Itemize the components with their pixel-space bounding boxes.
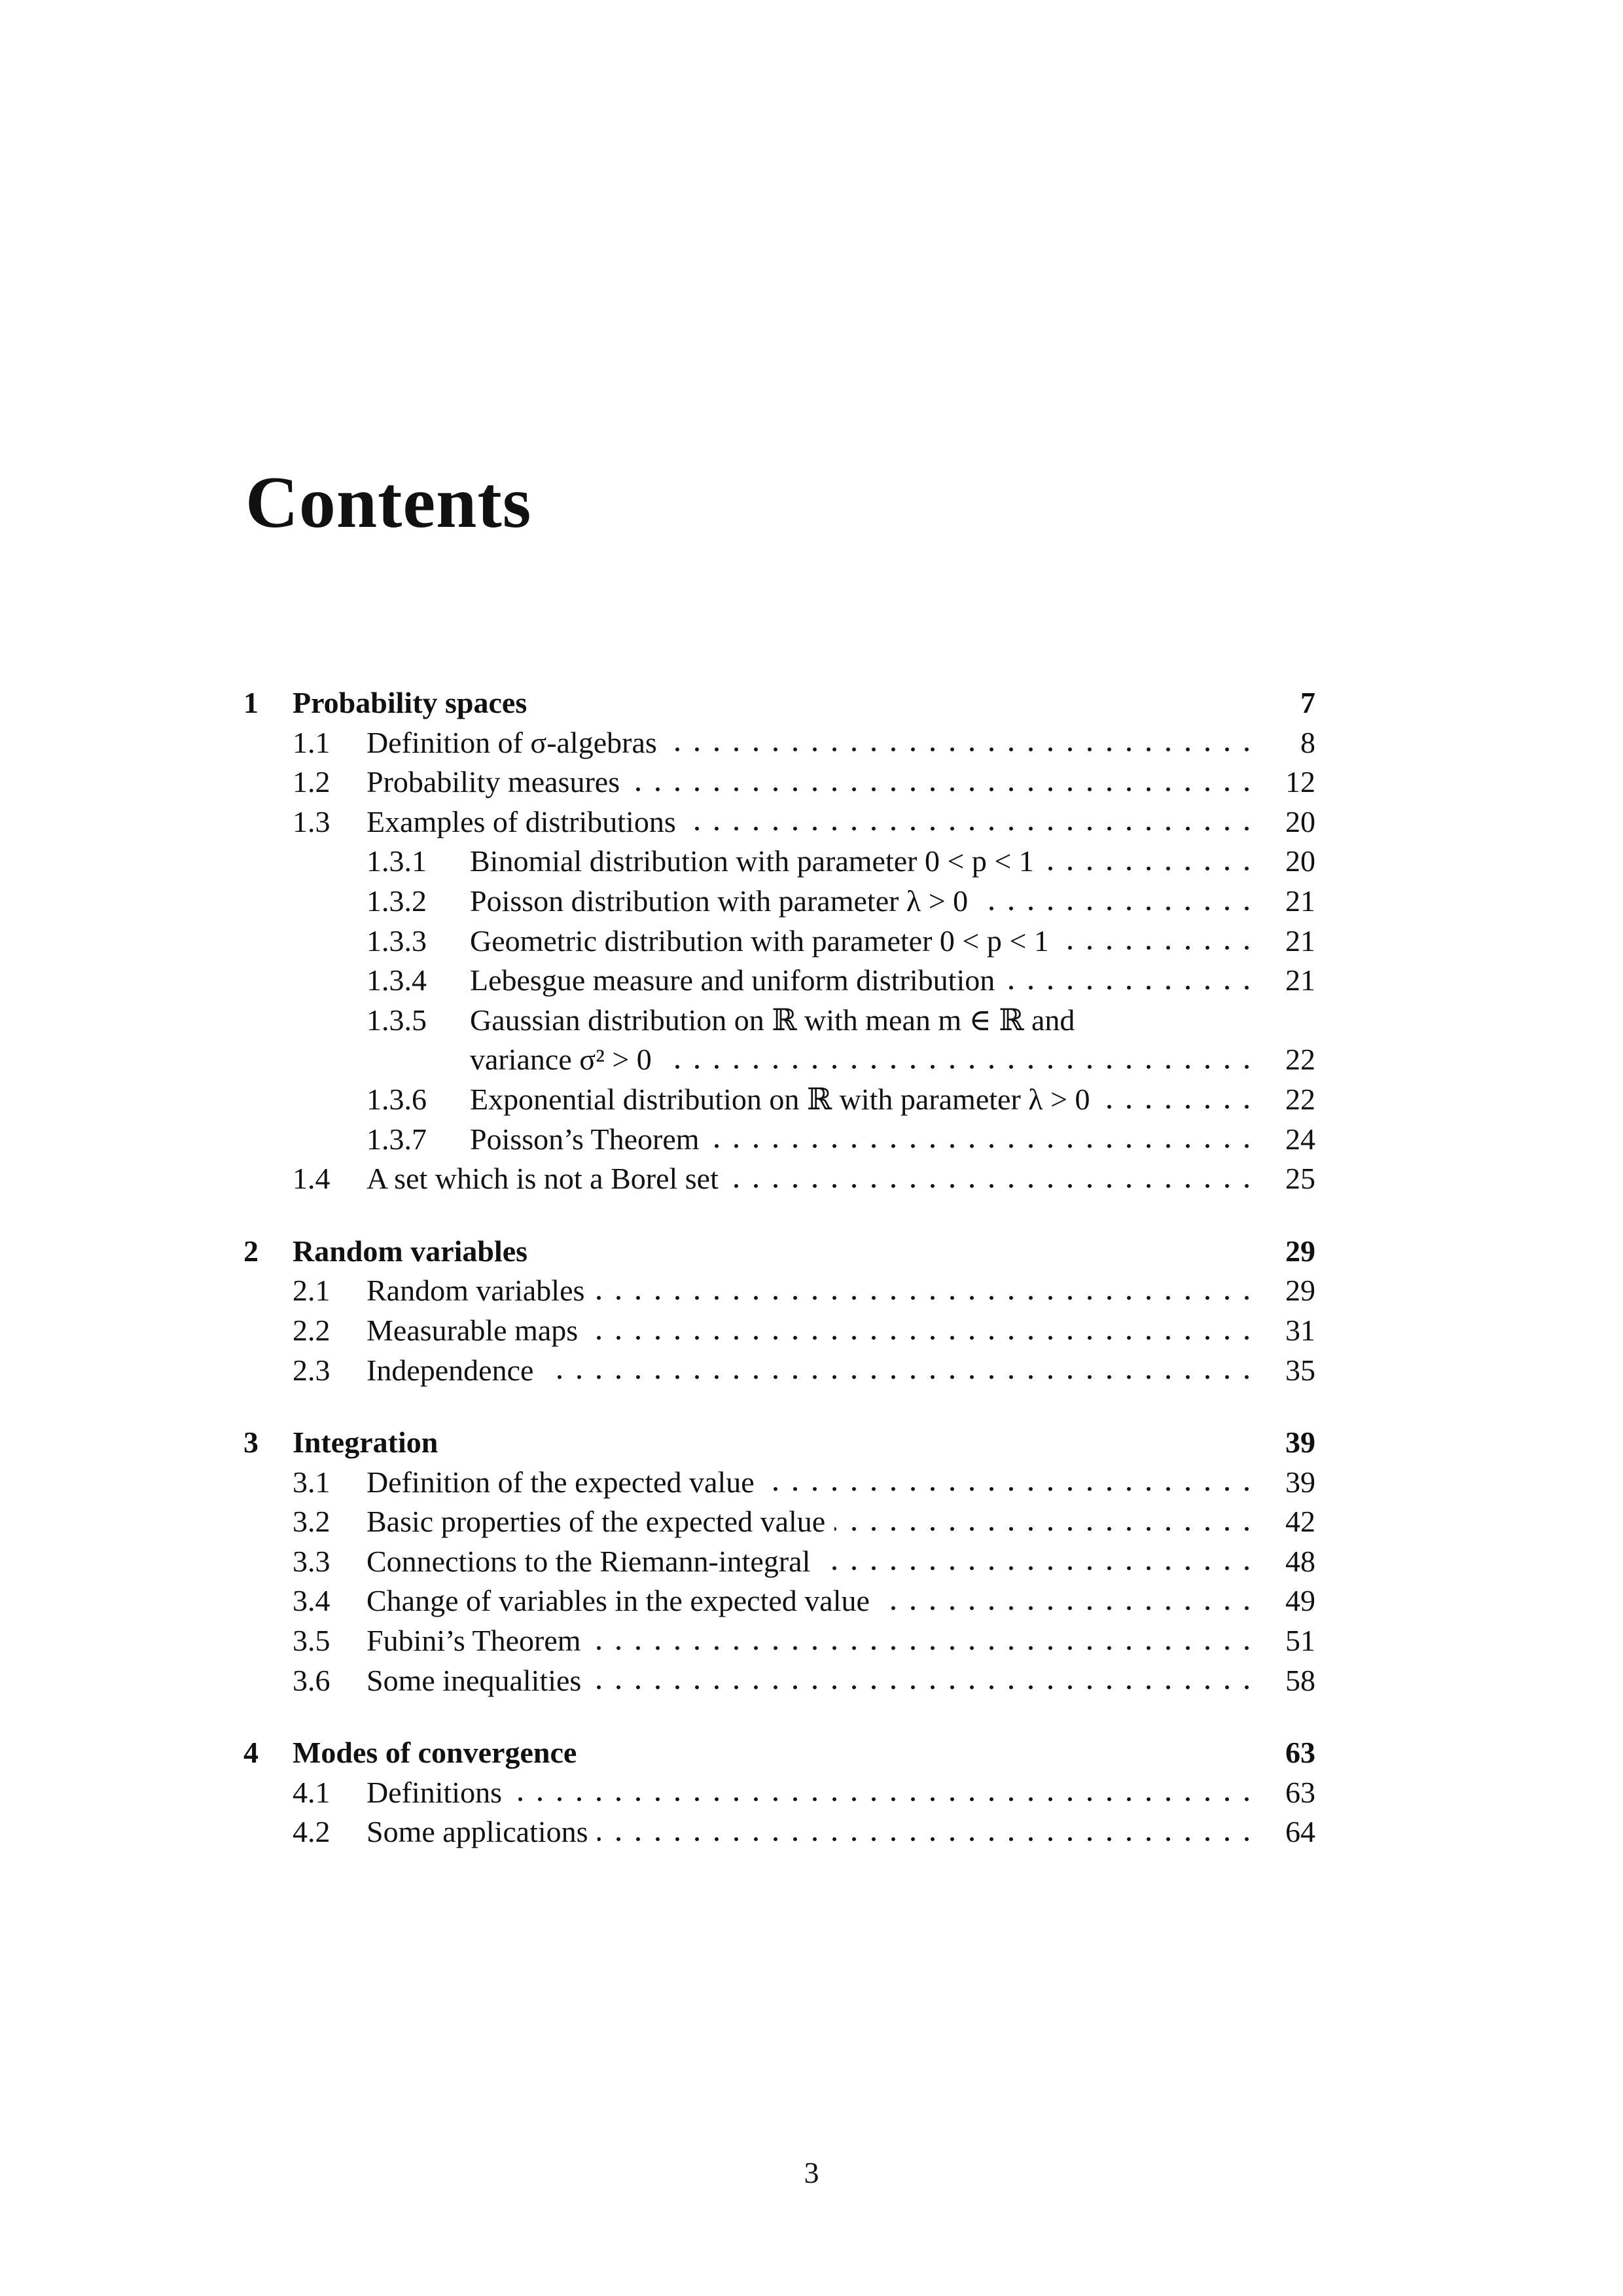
chapter-title: Probability spaces	[293, 683, 1257, 723]
toc-section-entry[interactable]	[243, 762, 1315, 802]
toc-section-entry[interactable]	[243, 1773, 1315, 1813]
toc-section-entry[interactable]	[243, 1159, 1315, 1199]
toc-section-entry[interactable]	[243, 1812, 1315, 1852]
section-title: Independence	[366, 1351, 1257, 1391]
page-number: 24	[1285, 1122, 1315, 1156]
section-title: Measurable maps	[366, 1311, 1257, 1351]
page-number: 7	[1300, 686, 1315, 719]
section-number: 3.6	[293, 1663, 330, 1697]
section-title: Some applications	[366, 1812, 1257, 1852]
toc-section-entry[interactable]	[243, 1542, 1315, 1582]
chapter-3	[243, 1423, 1315, 1700]
page-number: 22	[1285, 1082, 1315, 1116]
chapter-1	[243, 683, 1315, 1199]
subsection-title: Lebesgue measure and uniform distribution	[470, 961, 1257, 1001]
section-number: 3.1	[293, 1465, 330, 1499]
chapter-number: 4	[243, 1736, 259, 1770]
toc-section-entry[interactable]	[243, 1661, 1315, 1701]
page-number: 48	[1285, 1544, 1315, 1578]
subsection-title-line-2: variance σ² > 0	[470, 1040, 1257, 1080]
section-title: Definitions	[366, 1773, 1257, 1813]
chapter-title: Modes of convergence	[293, 1733, 1257, 1773]
section-number: 3.4	[293, 1584, 330, 1618]
chapter-title: Integration	[293, 1423, 1257, 1463]
section-title: Basic properties of the expected value	[366, 1502, 1257, 1542]
section-number: 2.2	[293, 1313, 330, 1347]
subsection-title: Poisson’s Theorem	[470, 1120, 1257, 1160]
toc-subsection-entry[interactable]	[243, 842, 1315, 882]
toc-subsection-continuation[interactable]	[243, 1040, 1315, 1080]
subsection-title: Geometric distribution with parameter 0 < p < 1	[470, 922, 1257, 961]
subsection-number: 1.3.4	[366, 963, 427, 997]
section-title: Definition of σ-algebras	[366, 723, 1257, 763]
toc-chapter-entry[interactable]	[243, 683, 1315, 723]
page-number: 63	[1285, 1775, 1315, 1809]
page-number: 64	[1285, 1815, 1315, 1849]
toc-section-entry[interactable]	[243, 1463, 1315, 1503]
toc-section-entry[interactable]	[243, 1271, 1315, 1311]
page-number: 21	[1285, 924, 1315, 958]
chapter-2	[243, 1232, 1315, 1390]
subsection-number: 1.3.2	[366, 884, 427, 918]
page-number: 21	[1285, 884, 1315, 918]
section-number: 3.2	[293, 1505, 330, 1539]
page-number: 35	[1285, 1353, 1315, 1387]
page-number: 63	[1285, 1736, 1315, 1770]
page-number: 42	[1285, 1505, 1315, 1539]
section-number: 1.3	[293, 804, 330, 838]
section-title: Random variables	[366, 1271, 1257, 1311]
page-number: 39	[1285, 1465, 1315, 1499]
section-title: Change of variables in the expected value	[366, 1581, 1257, 1621]
page-number: 21	[1285, 963, 1315, 997]
section-number: 3.3	[293, 1544, 330, 1578]
section-title: A set which is not a Borel set	[366, 1159, 1257, 1199]
chapter-4	[243, 1733, 1315, 1852]
page-title: Contents	[245, 462, 532, 543]
toc-section-entry[interactable]	[243, 1621, 1315, 1661]
page-number: 8	[1300, 725, 1315, 759]
section-title: Connections to the Riemann-integral	[366, 1542, 1257, 1582]
section-number: 4.1	[293, 1775, 330, 1809]
toc-subsection-entry[interactable]	[243, 1120, 1315, 1160]
section-title: Definition of the expected value	[366, 1463, 1257, 1503]
page-number: 29	[1285, 1234, 1315, 1268]
toc-section-entry[interactable]	[243, 723, 1315, 763]
toc-chapter-entry[interactable]	[243, 1733, 1315, 1773]
subsection-title: Poisson distribution with parameter λ > 0	[470, 882, 1257, 922]
chapter-number: 3	[243, 1426, 259, 1460]
toc-chapter-entry[interactable]	[243, 1232, 1315, 1272]
section-title: Some inequalities	[366, 1661, 1257, 1701]
toc-subsection-entry[interactable]	[243, 1080, 1315, 1120]
section-number: 2.1	[293, 1274, 330, 1308]
page-number: 29	[1285, 1274, 1315, 1308]
subsection-title: Binomial distribution with parameter 0 < p < 1	[470, 842, 1257, 882]
subsection-title-line-1: Gaussian distribution on ℝ with mean m ∈ ℝ and	[470, 1001, 1257, 1041]
section-number: 1.2	[293, 765, 330, 799]
toc-section-entry[interactable]	[243, 802, 1315, 842]
section-number: 3.5	[293, 1624, 330, 1658]
page-number: 49	[1285, 1584, 1315, 1618]
page-folio-number: 3	[804, 2156, 819, 2189]
toc-section-entry[interactable]	[243, 1581, 1315, 1621]
page-number: 12	[1285, 765, 1315, 799]
section-number: 1.1	[293, 725, 330, 759]
page-number: 58	[1285, 1663, 1315, 1697]
section-title: Examples of distributions	[366, 802, 1257, 842]
page-number: 20	[1285, 804, 1315, 838]
section-title: Probability measures	[366, 762, 1257, 802]
section-title: Fubini’s Theorem	[366, 1621, 1257, 1661]
subsection-title: Exponential distribution on ℝ with parameter λ > 0	[470, 1080, 1257, 1120]
chapter-number: 1	[243, 686, 259, 719]
subsection-number: 1.3.5	[366, 1003, 427, 1037]
toc-section-entry[interactable]	[243, 1311, 1315, 1351]
chapter-number: 2	[243, 1234, 259, 1268]
toc-section-entry[interactable]	[243, 1351, 1315, 1391]
page-number: 39	[1285, 1426, 1315, 1460]
chapter-title: Random variables	[293, 1232, 1257, 1272]
toc-section-entry[interactable]	[243, 1502, 1315, 1542]
subsection-number: 1.3.6	[366, 1082, 427, 1116]
page-number: 31	[1285, 1313, 1315, 1347]
section-number: 2.3	[293, 1353, 330, 1387]
page-number: 22	[1285, 1043, 1315, 1077]
page-number: 20	[1285, 844, 1315, 878]
toc-subsection-entry[interactable]	[243, 961, 1315, 1001]
table-of-contents	[243, 683, 1315, 1885]
section-number: 4.2	[293, 1815, 330, 1849]
section-number: 1.4	[293, 1162, 330, 1196]
toc-subsection-entry[interactable]	[243, 1001, 1315, 1041]
toc-subsection-entry[interactable]	[243, 922, 1315, 961]
toc-subsection-entry[interactable]	[243, 882, 1315, 922]
toc-chapter-entry[interactable]	[243, 1423, 1315, 1463]
page-number: 51	[1285, 1624, 1315, 1658]
subsection-number: 1.3.1	[366, 844, 427, 878]
subsection-number: 1.3.7	[366, 1122, 427, 1156]
subsection-number: 1.3.3	[366, 924, 427, 958]
page-number: 25	[1285, 1162, 1315, 1196]
